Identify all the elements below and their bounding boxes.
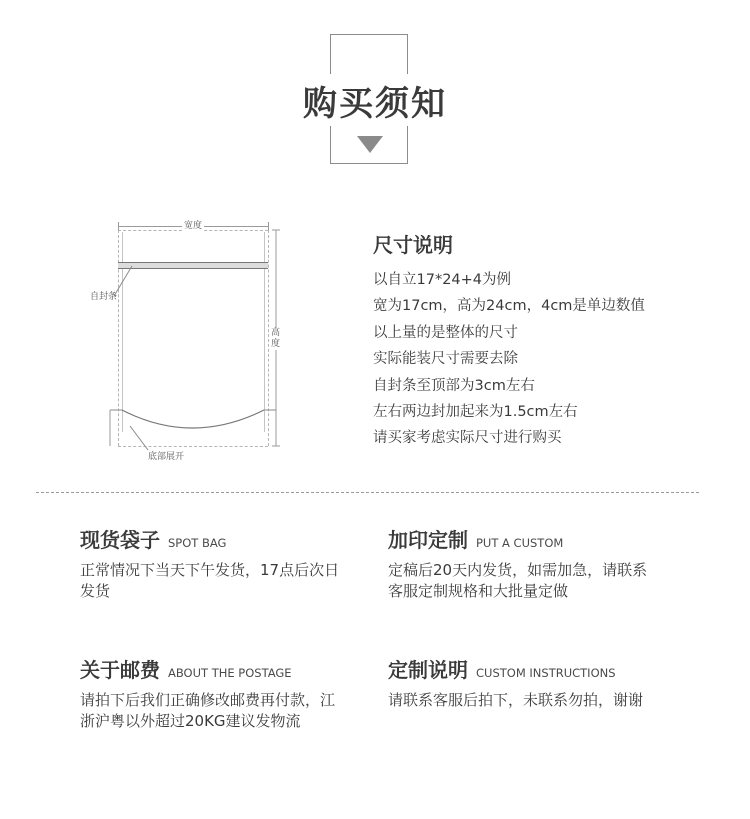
custom-print-section bbox=[388, 524, 650, 601]
dashed-divider bbox=[36, 492, 699, 493]
size-line: 实际能装尺寸需要去除 bbox=[373, 351, 518, 368]
spot-bag-body: 正常情况下当天下午发货，17点后次日发货 bbox=[80, 561, 340, 600]
postage-subtitle: ABOUT THE POSTAGE bbox=[168, 666, 292, 680]
custom-instructions-title: 定制说明 bbox=[388, 658, 468, 682]
postage-section bbox=[80, 654, 348, 731]
down-triangle-icon bbox=[357, 136, 383, 153]
spot-bag-section bbox=[80, 524, 345, 601]
size-line: 宽为17cm，高为24cm，4cm是单边数值 bbox=[373, 298, 645, 315]
size-line: 以上量的是整体的尺寸 bbox=[373, 324, 518, 341]
size-line: 以自立17*24+4为例 bbox=[373, 272, 512, 288]
spot-bag-title: 现货袋子 bbox=[80, 528, 160, 552]
custom-print-body: 定稿后20天内发货，如需加急，请联系客服定制规格和大批量定做 bbox=[388, 561, 648, 600]
page-title: 购买须知 bbox=[303, 84, 447, 124]
height-label: 高度 bbox=[271, 328, 281, 349]
spot-bag-subtitle: SPOT BAG bbox=[168, 536, 227, 550]
custom-print-title: 加印定制 bbox=[388, 528, 468, 552]
size-lines bbox=[373, 267, 645, 452]
bottom-label: 底部展开 bbox=[148, 452, 185, 462]
size-line: 请买家考虑实际尺寸进行购买 bbox=[373, 430, 562, 447]
custom-instructions-body: 请联系客服后拍下，未联系勿拍，谢谢 bbox=[388, 691, 644, 709]
postage-body: 请拍下后我们正确修改邮费再付款，江浙沪粤以外超过20KG建议发物流 bbox=[80, 691, 336, 730]
width-label: 宽度 bbox=[184, 221, 203, 231]
size-line: 左右两边封加起来为1.5cm左右 bbox=[373, 403, 578, 420]
custom-instructions-subtitle: CUSTOM INSTRUCTIONS bbox=[476, 666, 616, 680]
bag-diagram bbox=[80, 210, 310, 470]
size-heading: 尺寸说明 bbox=[373, 233, 453, 257]
custom-print-subtitle: PUT A CUSTOM bbox=[476, 536, 564, 550]
size-line: 自封条至顶部为3cm左右 bbox=[373, 377, 535, 394]
postage-title: 关于邮费 bbox=[80, 658, 160, 682]
zipper-label: 自封条 bbox=[90, 292, 118, 302]
custom-instructions-section bbox=[388, 654, 668, 711]
